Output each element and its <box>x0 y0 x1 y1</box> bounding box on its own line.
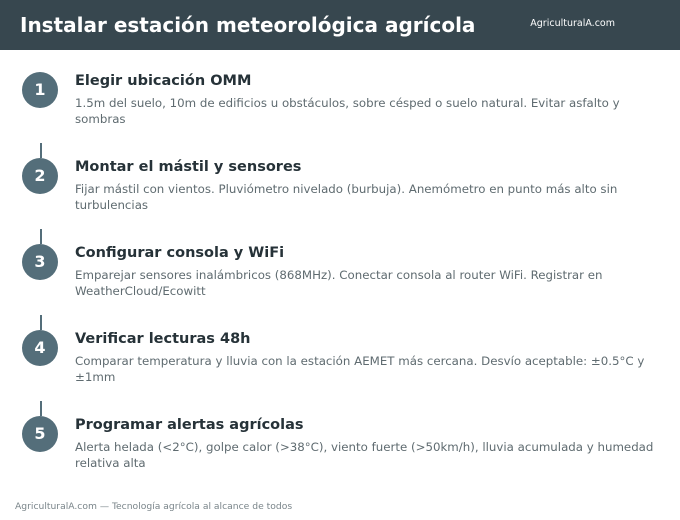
step-title: Verificar lecturas 48h <box>75 331 251 347</box>
page-title: Instalar estación meteorológica agrícola <box>20 13 476 37</box>
step-number-badge: 5 <box>22 416 58 452</box>
step-connector-line <box>40 401 42 416</box>
step-description: 1.5m del suelo, 10m de edificios u obstáculos, sobre césped o suelo natural. Evitar asfalto y sombras <box>75 96 620 126</box>
step-title: Montar el mástil y sensores <box>75 159 302 175</box>
step-description: Alerta helada (<2°C), golpe calor (>38°C), viento fuerte (>50km/h), lluvia acumulada y humedad relativa alta <box>75 440 654 470</box>
step-title: Programar alertas agrícolas <box>75 417 304 433</box>
step-connector-line <box>40 229 42 244</box>
step-number-badge: 1 <box>22 72 58 108</box>
step-number-badge: 3 <box>22 244 58 280</box>
step-description: Comparar temperatura y lluvia con la estación AEMET más cercana. Desvío aceptable: ±0.5°C y ±1mm <box>75 354 645 384</box>
step-connector-line <box>40 143 42 158</box>
step-description: Emparejar sensores inalámbricos (868MHz). Conectar consola al router WiFi. Registrar en WeatherCloud/Ecowitt <box>75 268 603 298</box>
brand-label: AgriculturalA.com <box>530 18 615 29</box>
step-connector-line <box>40 315 42 330</box>
step-title: Configurar consola y WiFi <box>75 245 285 261</box>
footer-text: AgriculturalA.com — Tecnología agrícola al alcance de todos <box>15 501 293 512</box>
step-title: Elegir ubicación OMM <box>75 73 252 89</box>
step-number-badge: 2 <box>22 158 58 194</box>
step-description: Fijar mástil con vientos. Pluviómetro nivelado (burbuja). Anemómetro en punto más alto sin turbulencias <box>75 182 618 212</box>
step-number-badge: 4 <box>22 330 58 366</box>
header-bar <box>0 0 680 50</box>
